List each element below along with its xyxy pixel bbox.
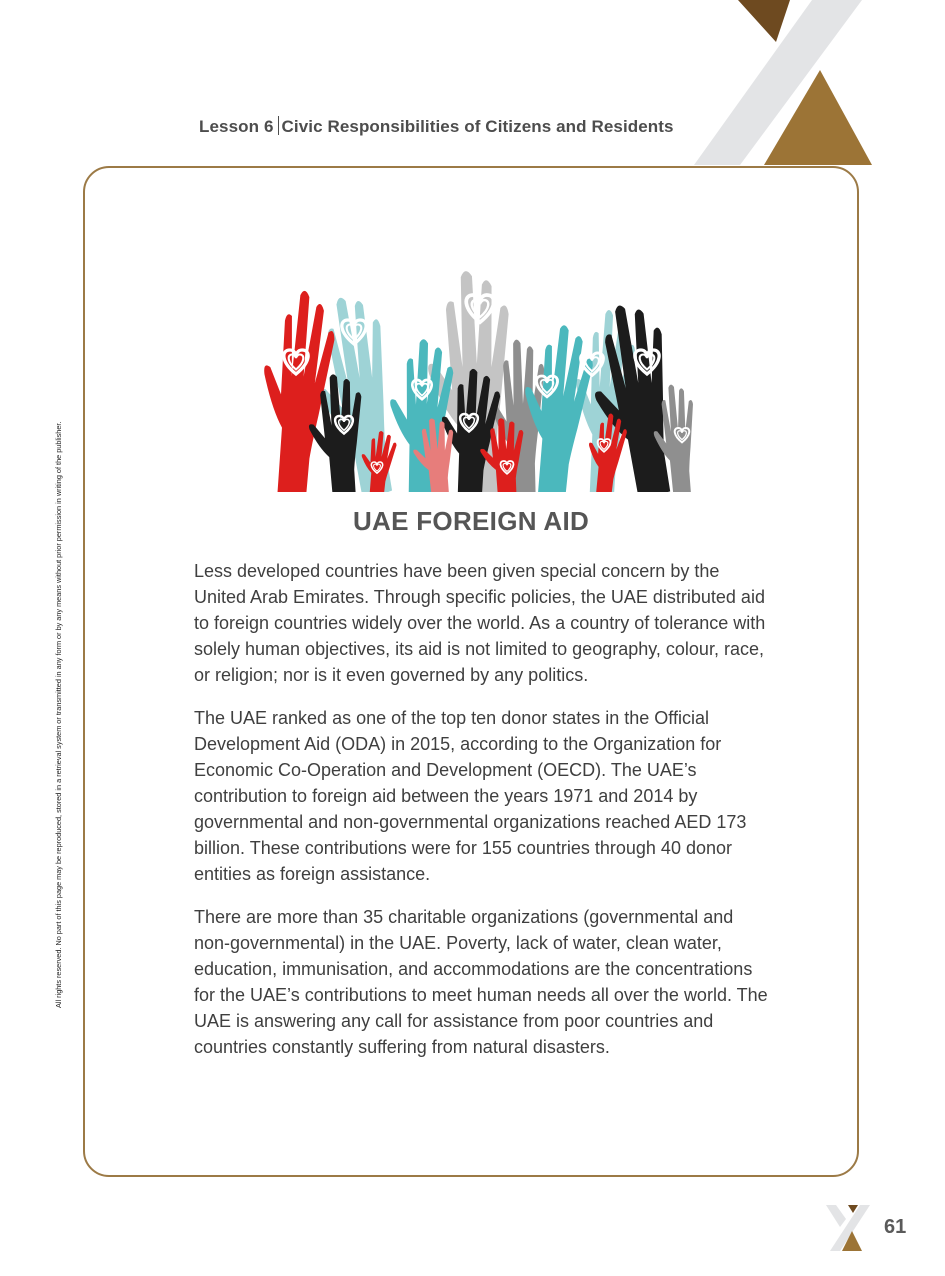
footer-decoration	[826, 1205, 870, 1251]
decor-brown-triangle	[738, 0, 790, 42]
raised-hands-illustration	[262, 207, 702, 492]
lesson-number: Lesson 6	[199, 117, 274, 136]
paragraph-3: There are more than 35 charitable organizations (governmental and non-governmental) in the UAE. Poverty, lack of water, clean water, education, immunisation, and accommodations are the concentrations for the UAE’s contributions to meet human needs all over the world. The UAE is answering any call for assistance from poor countries and countries constantly suffering from natural disasters.	[194, 907, 768, 1057]
page-number: 61	[884, 1216, 907, 1238]
paragraph-2: The UAE ranked as one of the top ten donor states in the Official Development Aid (ODA) in 2015, according to the Organization for Economic Co-Operation and Development (OECD). The UAE’s contribution to foreign aid between the years 1971 and 2014 by governmental and non-governmental organizations reached AED 173 billion. These contributions were for 155 countries through 40 donor entities as foreign assistance.	[194, 708, 747, 884]
header-divider	[278, 116, 279, 135]
corner-decoration	[0, 0, 945, 170]
section-body	[194, 558, 774, 1077]
paragraph-1: Less developed countries have been given special concern by the United Arab Emirates. Through specific policies, the UAE distributed aid to foreign countries widely over the world. As a country of tolerance with solely human objectives, its aid is not limited to geography, colour, race, or religion; nor is it even governed by any politics.	[194, 561, 766, 685]
lesson-title: Civic Responsibilities of Citizens and Residents	[281, 117, 674, 136]
copyright-notice: All rights reserved. No part of this page may be reproduced, stored in a retrieval system or transmitted in any form or by any means without prior permission in writing of the publisher.	[54, 421, 63, 1008]
section-title: UAE FOREIGN AID	[352, 506, 590, 536]
hand-red-left	[262, 284, 338, 492]
lesson-header	[199, 116, 674, 137]
